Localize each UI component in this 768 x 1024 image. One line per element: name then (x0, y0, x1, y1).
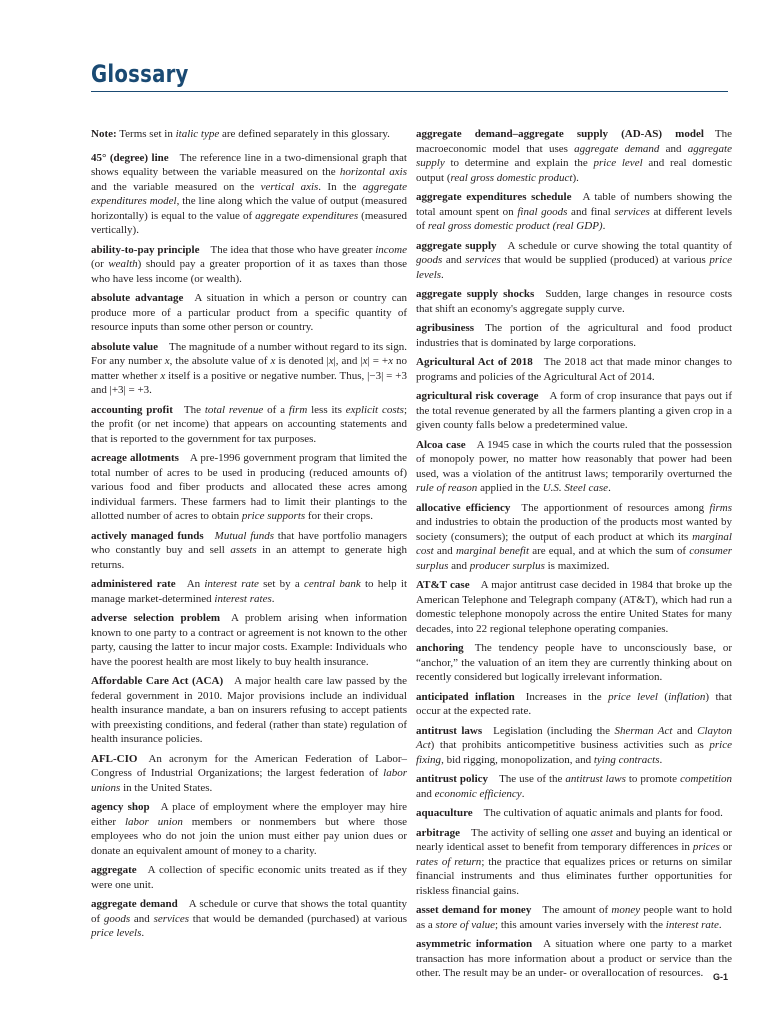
glossary-term: Alcoa case (416, 438, 466, 451)
title-rule (91, 91, 728, 92)
glossary-term: Affordable Care Act (ACA) (91, 675, 224, 687)
glossary-entry (91, 611, 407, 669)
glossary-term: allocative efficiency (416, 501, 511, 514)
glossary-entry (416, 937, 732, 981)
glossary-definition: The reference line in a two-dimensional graph that shows equality between the variable measured on the horizontal axis and the variable measured on the vertical axis. In the aggregate expenditures model, the line along which the value of output (measured horizontally) is equal to the value of aggregate expenditures (measured vertically). (91, 151, 407, 236)
glossary-term: agribusiness (416, 322, 475, 334)
glossary-definition: The amount of money people want to hold as a store of value; this amount varies inversely with the interest rate. (416, 904, 732, 931)
glossary-definition: The magnitude of a number without regard to its sign. For any number x, the absolute value of x is denoted |x|, and |x| = +x no matter whether x itself is a positive or negative number. Thus, |−3| = +3 and |+3| = +3. (91, 340, 407, 396)
glossary-term: agricultural risk coverage (416, 390, 539, 402)
glossary-entry (91, 752, 407, 796)
glossary-entry (91, 577, 407, 606)
glossary-entry (91, 529, 407, 573)
glossary-term: Agricultural Act of 2018 (416, 356, 533, 368)
glossary-definition: The use of the antitrust laws to promote competition and economic efficiency. (416, 773, 732, 800)
glossary-term: agency shop (91, 801, 150, 813)
glossary-column-left (91, 127, 407, 946)
glossary-definition: A 1945 case in which the courts ruled that the possession of monopoly power, no matter how reasonably that power had been used, was a violation of the antitrust laws; temporarily overturned the rule of reason applied in the U.S. Steel case. (416, 438, 732, 494)
glossary-term: asset demand for money (416, 904, 532, 916)
glossary-definition: The apportionment of resources among firms and industries to obtain the production of the products most wanted by society (consumers); the output of each product at which its marginal cost and marginal benefit are equal, and at which the sum of consumer surplus and producer surplus is maximized. (416, 501, 733, 572)
glossary-entry (91, 863, 407, 892)
glossary-entry (416, 287, 732, 316)
page-title: Glossary (91, 60, 189, 88)
glossary-entry (91, 403, 407, 447)
glossary-definition: A major health care law passed by the federal government in 2010. Major provisions include an individual health insurance mandate, a ban on insurers refusing to accept patients with preexisting conditions, and federal (rather than state) regulation of health insurance policies. (91, 675, 407, 745)
glossary-term: aggregate supply (416, 239, 497, 252)
glossary-definition: A place of employment where the employer may hire either labor union members or nonmembers but where those employees who do not join the union must either pay union dues or donate an equivalent amount of money to a charity. (91, 801, 407, 857)
glossary-column-right (416, 127, 732, 986)
glossary-term: absolute value (91, 340, 158, 353)
glossary-entry (416, 239, 732, 283)
glossary-definition: A problem arising when information known to one party to a contract or agreement is not known to the other party, causing the latter to incur major costs. Example: Individuals who have the poorest health are most likely to buy health insurance. (91, 612, 407, 668)
note-label: Note: (91, 128, 117, 140)
glossary-term: AFL-CIO (91, 752, 138, 765)
glossary-definition: The idea that those who have greater income (or wealth) should pay a greater proportion of it as taxes than those who have less income (or wealth). (91, 243, 408, 285)
glossary-entry (416, 690, 732, 719)
glossary-definition: A pre-1996 government program that limited the total number of acres to be used in producing (reduced amounts of) various food and fiber products and allocated these acres among individual farmers. These farmers had to limit their plantings to the allotted number of acres to obtain price supports for their crops. (91, 452, 407, 522)
glossary-term: adverse selection problem (91, 612, 221, 624)
glossary-entry (416, 826, 732, 899)
glossary-definition: Legislation (including the Sherman Act and Clayton Act) that prohibits anticompetitive business activities such as price fixing, bid rigging, monopolization, and tying contracts. (416, 724, 732, 766)
glossary-entry (416, 389, 732, 433)
glossary-definition: Mutual funds that have portfolio managers who constantly buy and sell assets in an attempt to generate high returns. (91, 529, 408, 571)
glossary-term: antitrust policy (416, 773, 489, 785)
glossary-entry (91, 800, 407, 858)
glossary-entry (416, 772, 732, 801)
glossary-entry (416, 190, 732, 234)
glossary-term: aggregate (91, 864, 137, 876)
glossary-term: aggregate demand (91, 898, 178, 910)
glossary-definition: The total revenue of a firm less its explicit costs; the profit (or net income) that appears on accounting statements and that is reported to the government for tax purposes. (91, 403, 408, 445)
glossary-definition: The tendency people have to unconsciously base, or “anchor,” the valuation of an item they are currently thinking about on recently considered but logically irrelevant information. (416, 642, 732, 683)
glossary-entry (416, 355, 732, 384)
glossary-definition: The activity of selling one asset and buying an identical or nearly identical asset to benefit from temporary differences in prices or rates of return; the practice that equalizes prices or returns on similar financial instruments and thus eliminates further opportunities for riskless financial gains. (416, 826, 732, 897)
glossary-entry (416, 127, 732, 185)
glossary-entry (91, 151, 407, 238)
glossary-definition: An acronym for the American Federation of Labor–Congress of Industrial Organizations; the largest federation of labor unions in the United States. (91, 752, 407, 794)
glossary-term: aquaculture (416, 807, 473, 819)
page-number: G-1 (712, 972, 728, 982)
glossary-definition: The portion of the agricultural and food product industries that is dominated by large corporations. (416, 322, 732, 349)
glossary-definition: The cultivation of aquatic animals and plants for food. (483, 807, 723, 819)
glossary-entry (91, 451, 407, 524)
glossary-term: 45° (degree) line (91, 151, 169, 164)
glossary-term: accounting profit (91, 403, 173, 416)
glossary-entry (416, 438, 732, 496)
glossary-definition: A situation where one party to a market transaction has more information about a product or service than the other. The result may be an under- or overallocation of resources. (416, 938, 732, 979)
glossary-entry (416, 641, 732, 685)
glossary-term: asymmetric information (416, 938, 533, 950)
glossary-term: aggregate demand–aggregate supply (AD-AS) model (416, 128, 704, 140)
glossary-entry (91, 340, 407, 398)
glossary-term: AT&T case (416, 579, 470, 591)
glossary-term: absolute advantage (91, 292, 184, 304)
glossary-term: aggregate supply shocks (416, 288, 535, 300)
glossary-term: ability-to-pay principle (91, 243, 200, 256)
glossary-definition: A major antitrust case decided in 1984 that broke up the American Telephone and Telegraph company (AT&T), which had run a domestic telephone monopoly across the entire United States for many decades, into 22 regional telephone operating companies. (416, 579, 733, 635)
glossary-entry (416, 806, 732, 821)
glossary-definition: A table of numbers showing the total amount spent on final goods and final services at different levels of real gross domestic product (real GDP). (416, 191, 733, 232)
glossary-definition: A schedule or curve that shows the total quantity of goods and services that would be demanded (purchased) at various price levels. (91, 898, 408, 939)
glossary-term: actively managed funds (91, 529, 204, 542)
glossary-note (91, 127, 407, 142)
glossary-definition: An interest rate set by a central bank to help it manage market-determined interest rates. (91, 578, 408, 605)
glossary-term: arbitrage (416, 826, 460, 839)
glossary-term: acreage allotments (91, 452, 179, 464)
glossary-definition: A situation in which a person or country can produce more of a particular product from a specific quantity of resource inputs than some other person or country. (91, 292, 407, 333)
glossary-definition: A collection of specific economic units treated as if they were one unit. (91, 864, 407, 891)
glossary-entry (416, 501, 732, 574)
glossary-term: anchoring (416, 642, 464, 654)
glossary-term: administered rate (91, 578, 176, 590)
glossary-term: aggregate expenditures schedule (416, 191, 572, 203)
glossary-entry (91, 897, 407, 941)
glossary-definition: A schedule or curve showing the total quantity of goods and services that would be supplied (produced) at various price levels. (416, 239, 732, 281)
glossary-entry (416, 321, 732, 350)
glossary-entry (91, 674, 407, 747)
glossary-definition: Sudden, large changes in resource costs that shift an economy's aggregate supply curve. (416, 288, 732, 315)
glossary-entry (416, 903, 732, 932)
glossary-definition: The macroeconomic model that uses aggregate demand and aggregate supply to determine and explain the price level and real domestic output (real gross domestic product). (416, 128, 732, 184)
glossary-entry (416, 724, 732, 768)
glossary-entry (91, 291, 407, 335)
glossary-entry (91, 243, 407, 287)
glossary-definition: The 2018 act that made minor changes to programs and policies of the Agricultural Act of 2014. (416, 356, 733, 383)
glossary-term: antitrust laws (416, 724, 483, 737)
glossary-definition: A form of crop insurance that pays out if the total revenue generated by all the farmers planting a given crop in a given county falls below a predetermined value. (416, 390, 732, 431)
glossary-definition: Increases in the price level (inflation) that occur at the expected rate. (416, 690, 732, 717)
glossary-entry (416, 578, 732, 636)
note-text: Terms set in italic type are defined separately in this glossary. (119, 128, 390, 140)
glossary-term: anticipated inflation (416, 690, 515, 703)
